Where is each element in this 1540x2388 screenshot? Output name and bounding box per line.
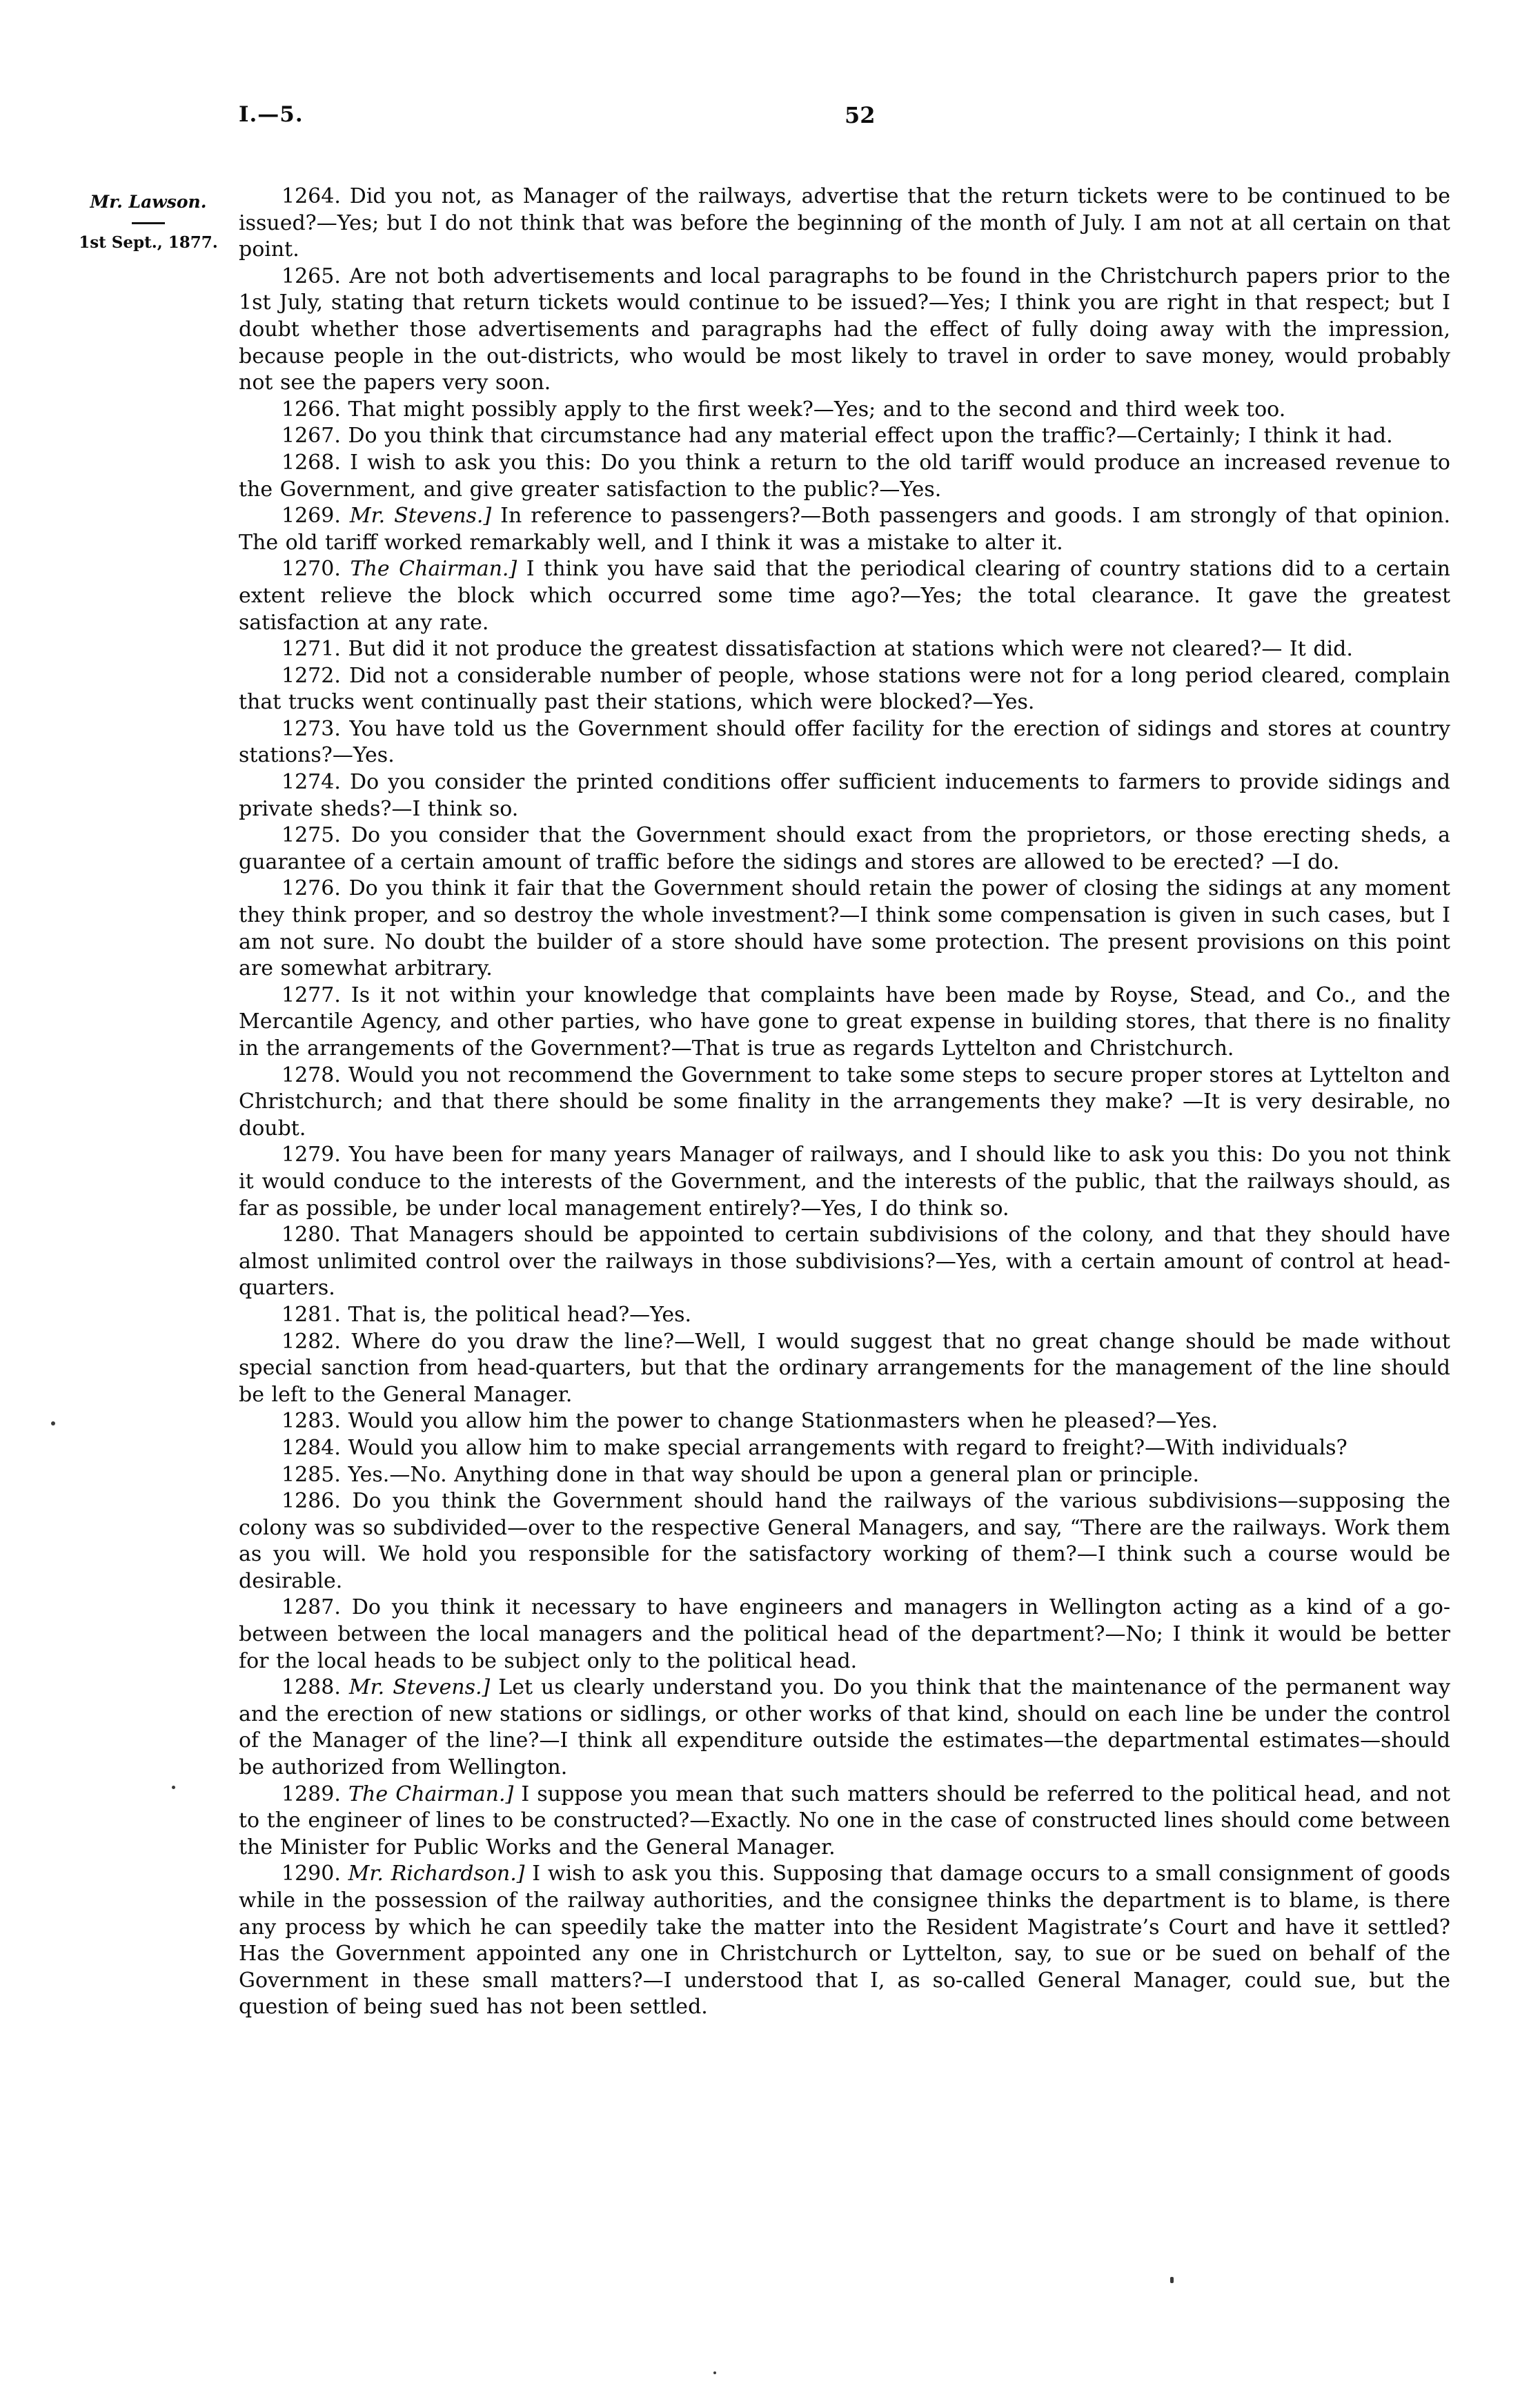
speaker-name: Mr. Stevens.]	[349, 504, 492, 529]
qa-paragraph: 1264. Did you not, as Manager of the railways, advertise that the return tickets were to be continued to be issued?—Yes; but I do not think that was before the beginning of the month of July. I am not at all certain on that point.	[239, 184, 1450, 262]
qa-paragraph: 1274. Do you consider the printed conditions offer sufficient inducements to farmers to provide sidings and private sheds?—I think so.	[239, 770, 1450, 821]
question-number: 1280.	[282, 1223, 341, 1247]
question-number: 1287.	[282, 1595, 341, 1620]
qa-paragraph: 1268. I wish to ask you this: Do you think a return to the old tariff would produce an increased revenue to the Government, and give greater satisfaction to the public?—Yes.	[239, 450, 1450, 502]
page-number: 52	[845, 102, 876, 128]
qa-paragraph: 1273. You have told us the Government should offer facility for the erection of sidings and stores at country stations?—Yes.	[239, 716, 1450, 768]
margin-note-divider	[132, 222, 165, 224]
qa-paragraph: 1265. Are not both advertisements and local paragraphs to be found in the Christchurch papers prior to the 1st July, stating that return tickets would continue to be issued?—Yes; I think you are right in that respect; but I doubt whether those advertisements and paragraphs had the effect of fully doing away with the impression, because people in the out-districts, who would be most likely to travel in order to save money, would probably not see the papers very soon.	[239, 264, 1451, 395]
section-label: I.—5.	[239, 102, 304, 127]
qa-paragraph: 1288. Mr. Stevens.] Let us clearly understand you. Do you think that the maintenance of the permanent way and the erection of new stations or sidlings, or other works of that kind, should on each line be under the control of the Manager of the line?—I think all expenditure outside the estimates—the departmental estimates—should be authorized from Wellington.	[239, 1675, 1450, 1780]
question-number: 1288.	[282, 1675, 341, 1700]
question-number: 1268.	[282, 450, 341, 475]
qa-paragraph: 1285. Yes.—No. Anything done in that way should be upon a general plan or principle.	[282, 1462, 1199, 1487]
scan-speck	[51, 1421, 55, 1425]
question-number: 1265.	[282, 264, 341, 288]
speaker-name: Mr. Stevens.]	[348, 1675, 491, 1700]
qa-paragraph: 1286. Do you think the Government should hand the railways of the various subdivisions—supposing the colony was so subdivided—over to the respective General Managers, and say, “There are the railways. Work them as you will. We hold you responsible for the satisfactory working of them?—I think such a course would be desirable.	[239, 1489, 1450, 1593]
testimony-text	[239, 184, 1450, 2021]
qa-paragraph: 1277. Is it not within your knowledge that complaints have been made by Royse, Stead, and Co., and the Mercantile Agency, and other parties, who have gone to great expense in building stores, that there is no finality in the arrangements of the Government?—That is true as regards Lyttelton and Christchurch.	[239, 983, 1450, 1060]
qa-paragraph: 1267. Do you think that circumstance had any material effect upon the traffic?—Certainly; I think it had.	[282, 424, 1393, 448]
question-number: 1282.	[282, 1329, 341, 1354]
qa-paragraph: 1287. Do you think it necessary to have engineers and managers in Wellington acting as a kind of a go-between between the local managers and the political head of the department?—No; I think it would be better for the local heads to be subject only to the political head.	[239, 1595, 1451, 1673]
scan-speck	[172, 1786, 175, 1789]
qa-paragraph: 1280. That Managers should be appointed to certain subdivisions of the colony, and that they should have almost unlimited control over the railways in those subdivisions?—Yes, with a certain amount of control at head-quarters.	[239, 1223, 1450, 1301]
qa-paragraph: 1279. You have been for many years Manager of railways, and I should like to ask you this: Do you not think it would conduce to the interests of the Government, and the interests of the public, that the railways should, as far as possible, be under local management entirely?—Yes, I do think so.	[239, 1143, 1450, 1221]
qa-paragraph: 1266. That might possibly apply to the first week?—Yes; and to the second and third week too.	[282, 397, 1286, 422]
speaker-name: The Chairman.]	[350, 557, 517, 582]
question-number: 1273.	[282, 716, 341, 741]
qa-paragraph: 1282. Where do you draw the line?—Well, I would suggest that no great change should be made without special sanction from head-quarters, but that the ordinary arrangements for the management of the line should be left to the General Manager.	[239, 1329, 1450, 1407]
question-number: 1264.	[282, 184, 341, 208]
question-number: 1278.	[282, 1063, 341, 1087]
question-number: 1290.	[282, 1862, 341, 1886]
question-number: 1270.	[282, 557, 341, 582]
question-number: 1277.	[282, 983, 341, 1007]
speaker-name: Mr. Richardson.]	[348, 1862, 525, 1886]
question-number: 1276.	[282, 876, 341, 901]
qa-paragraph: 1275. Do you consider that the Government should exact from the proprietors, or those erecting sheds, a guarantee of a certain amount of traffic before the sidings and stores are allowed to be erected? —I do.	[239, 823, 1450, 874]
question-number: 1266.	[282, 397, 341, 422]
question-number: 1267.	[282, 424, 341, 448]
question-number: 1289.	[282, 1782, 341, 1806]
question-number: 1281.	[282, 1302, 341, 1327]
qa-paragraph: 1290. Mr. Richardson.] I wish to ask you this. Supposing that damage occurs to a small consignment of goods while in the possession of the railway authorities, and the consignee thinks the department is to blame, is there any process by which he can speedily take the matter into the Resident Magistrate’s Court and have it settled? Has the Government appointed any one in Christchurch or Lyttelton, say, to sue or be sued on behalf of the Government in these small matters?—I understood that I, as so-called General Manager, could sue, but the question of being sued has not been settled.	[239, 1862, 1451, 2020]
running-head	[0, 102, 1540, 137]
margin-note	[68, 192, 229, 252]
question-number: 1272.	[282, 663, 341, 688]
witness-name: Mr. Lawson.	[90, 192, 207, 212]
qa-paragraph: 1278. Would you not recommend the Government to take some steps to secure proper stores at Lyttelton and Christchurch; and that there should be some finality in the arrangements they make? —It is very desirable, no doubt.	[239, 1063, 1451, 1141]
question-number: 1283.	[282, 1409, 341, 1434]
qa-paragraph: 1283. Would you allow him the power to change Stationmasters when he pleased?—Yes.	[282, 1409, 1218, 1434]
qa-paragraph: 1276. Do you think it fair that the Government should retain the power of closing the sidings at any moment they think proper, and so destroy the whole investment?—I think some compensation is given in such cases, but I am not sure. No doubt the builder of a store should have some protection. The present provisions on this point are somewhat arbitrary.	[239, 876, 1450, 981]
scan-speck	[713, 2371, 716, 2374]
qa-paragraph: 1281. That is, the political head?—Yes.	[282, 1302, 692, 1327]
question-number: 1271.	[282, 637, 341, 662]
qa-paragraph: 1269. Mr. Stevens.] In reference to passengers?—Both passengers and goods. I am strongly of that opinion. The old tariff worked remarkably well, and I think it was a mistake to alter it.	[239, 504, 1450, 555]
question-number: 1285.	[282, 1462, 341, 1487]
question-number: 1269.	[282, 504, 341, 529]
question-number: 1275.	[282, 823, 341, 848]
sitting-date: 1st Sept., 1877.	[79, 233, 218, 252]
speaker-name: The Chairman.]	[348, 1782, 514, 1806]
question-number: 1274.	[282, 770, 341, 795]
question-number: 1286.	[282, 1489, 341, 1514]
qa-paragraph: 1289. The Chairman.] I suppose you mean that such matters should be referred to the political head, and not to the engineer of lines to be constructed?—Exactly. No one in the case of constructed lines should come between the Minister for Public Works and the General Manager.	[239, 1782, 1450, 1859]
question-number: 1284.	[282, 1435, 341, 1460]
qa-paragraph: 1270. The Chairman.] I think you have said that the periodical clearing of country stations did to a certain extent relieve the block which occurred some time ago?—Yes; the total clearance. It gave the greatest satisfaction at any rate.	[239, 557, 1450, 635]
scan-speck	[1170, 2277, 1174, 2283]
qa-paragraph: 1284. Would you allow him to make special arrangements with regard to freight?—With individuals?	[282, 1435, 1348, 1460]
qa-paragraph: 1271. But did it not produce the greatest dissatisfaction at stations which were not cleared?— It did.	[282, 637, 1353, 662]
question-number: 1279.	[282, 1143, 341, 1167]
qa-paragraph: 1272. Did not a considerable number of people, whose stations were not for a long period cleared, complain that trucks went continually past their stations, which were blocked?—Yes.	[239, 663, 1450, 715]
